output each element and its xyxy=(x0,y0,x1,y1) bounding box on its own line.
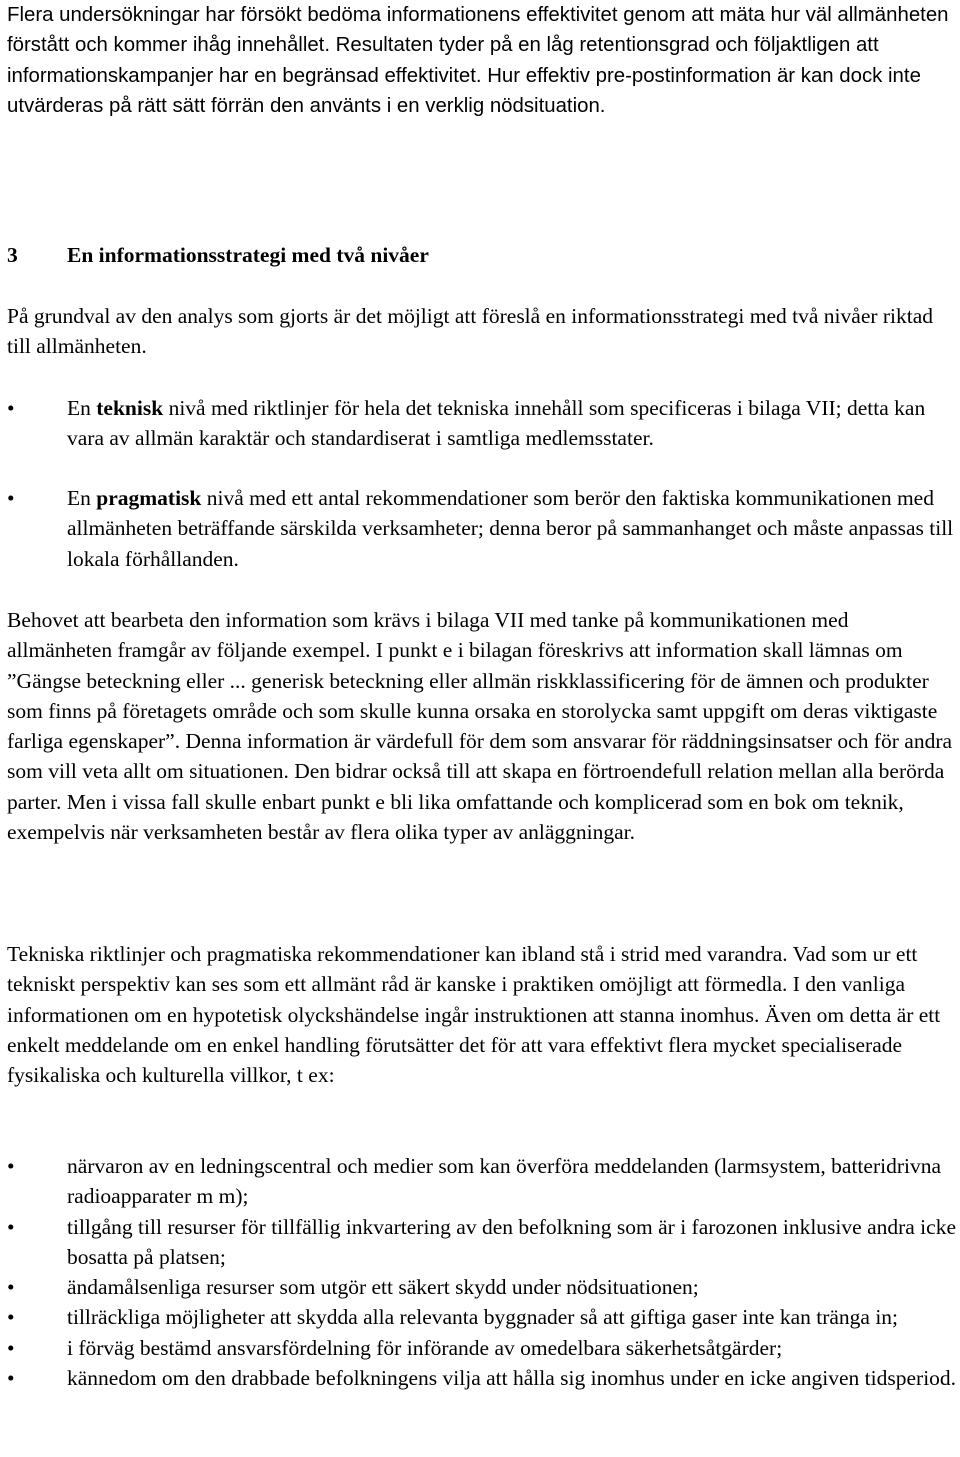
level-term: pragmatisk xyxy=(96,486,202,510)
bullet-icon: • xyxy=(7,1214,15,1239)
intro-paragraph: Flera undersökningar har försökt bedöma informationens effektivitet genom att mäta hur väl allmänheten förstått och kommer ihåg innehållet. Resultaten tyder på en låg retentionsgrad och följaktligen att informationskampanjer har en begränsad effektivitet. Hur effektiv pre-postinformation är kan dock inte utvärderas på rätt sätt förrän den använts i en verklig nödsituation. xyxy=(7,4,949,117)
example-paragraph: Behovet att bearbeta den information som krävs i bilaga VII med tanke på kommunikationen med allmänheten framgår av följande exempel. I punkt e i bilagan föreskrivs att information skall lämnas om ”Gängse beteckning eller ... generisk beteckning eller allmän riskklassificering för de ämnen och produkter som finns på företagets område och som skulle kunna orsaka en storolycka samt uppgift om deras viktigaste farliga egenskaper”. Denna information är värdefull för dem som ansvarar för räddningsinsatser och för andra som vill veta allt om situationen. Den bidrar också till att skapa en förtroendefull relation mellan alla berörda parter. Men i vissa fall skulle enbart punkt e bli lika omfattande och komplicerad som en bok om teknik, exempelvis när verksamheten består av flera olika typer av anläggningar. xyxy=(7,608,953,845)
list-item: • kännedom om den drabbade befolkningens vilja att hålla sig inomhus under en icke angiven tidsperiod. xyxy=(7,1363,957,1393)
bullet-icon: • xyxy=(7,1275,15,1300)
list-item: • ändamålsenliga resurser som utgör ett säkert skydd under nödsituationen; xyxy=(7,1272,957,1302)
conflict-paragraph: Tekniska riktlinjer och pragmatiska rekommendationer kan ibland stå i strid med varandra. Vad som ur ett tekniskt perspektiv kan ses som ett allmänt råd är kanske i praktiken omöjligt att förmedla. I den vanliga informationen om en hypotetisk olyckshändelse ingår instruktionen att stanna inomhus. Även om detta är ett enkelt meddelande om en enkel handling förutsätter det för att vara effektivt flera mycket specialiserade fysikaliska och kulturella villkor, t ex: xyxy=(7,942,941,1088)
level-text: En teknisk nivå med riktlinjer för hela det tekniska innehåll som specificeras i bilaga VII; detta kan vara av allmän karaktär och standardiserat i samtliga medlemsstater. xyxy=(67,396,926,451)
section-number: 3 xyxy=(7,243,18,267)
level-item-technical xyxy=(7,393,957,454)
bullet-icon: • xyxy=(7,486,15,510)
list-item: • närvaron av en ledningscentral och medier som kan överföra meddelanden (larmsystem, batteridrivna radioapparater m m); xyxy=(7,1151,957,1212)
level-term: teknisk xyxy=(96,396,164,420)
list-item: • tillgång till resurser för tillfällig inkvartering av den befolkning som är i farozonen inklusive andra icke bosatta på platsen; xyxy=(7,1212,957,1273)
level-text: En pragmatisk nivå med ett antal rekommendationer som berör den faktiska kommunikationen med allmänheten beträffande särskilda verksamheter; denna beror på sammanhanget och måste anpassas till lokala förhållanden. xyxy=(67,486,954,571)
bullet-icon: • xyxy=(7,1305,15,1330)
section-title: En informationsstrategi med två nivåer xyxy=(67,243,429,267)
strategy-intro-paragraph: På grundval av den analys som gjorts är det möjligt att föreslå en informationsstrategi med två nivåer riktad till allmänheten. xyxy=(7,304,934,359)
bullet-icon: • xyxy=(7,1335,15,1360)
conditions-list xyxy=(7,1151,957,1393)
bullet-icon: • xyxy=(7,396,15,420)
list-item: • i förväg bestämd ansvarsfördelning för införande av omedelbara säkerhetsåtgärder; xyxy=(7,1333,957,1363)
level-item-pragmatic xyxy=(7,483,957,574)
section-heading xyxy=(7,240,957,270)
list-item: • tillräckliga möjligheter att skydda alla relevanta byggnader så att giftiga gaser inte kan tränga in; xyxy=(7,1302,957,1332)
bullet-icon: • xyxy=(7,1154,15,1178)
bullet-icon: • xyxy=(7,1366,15,1391)
